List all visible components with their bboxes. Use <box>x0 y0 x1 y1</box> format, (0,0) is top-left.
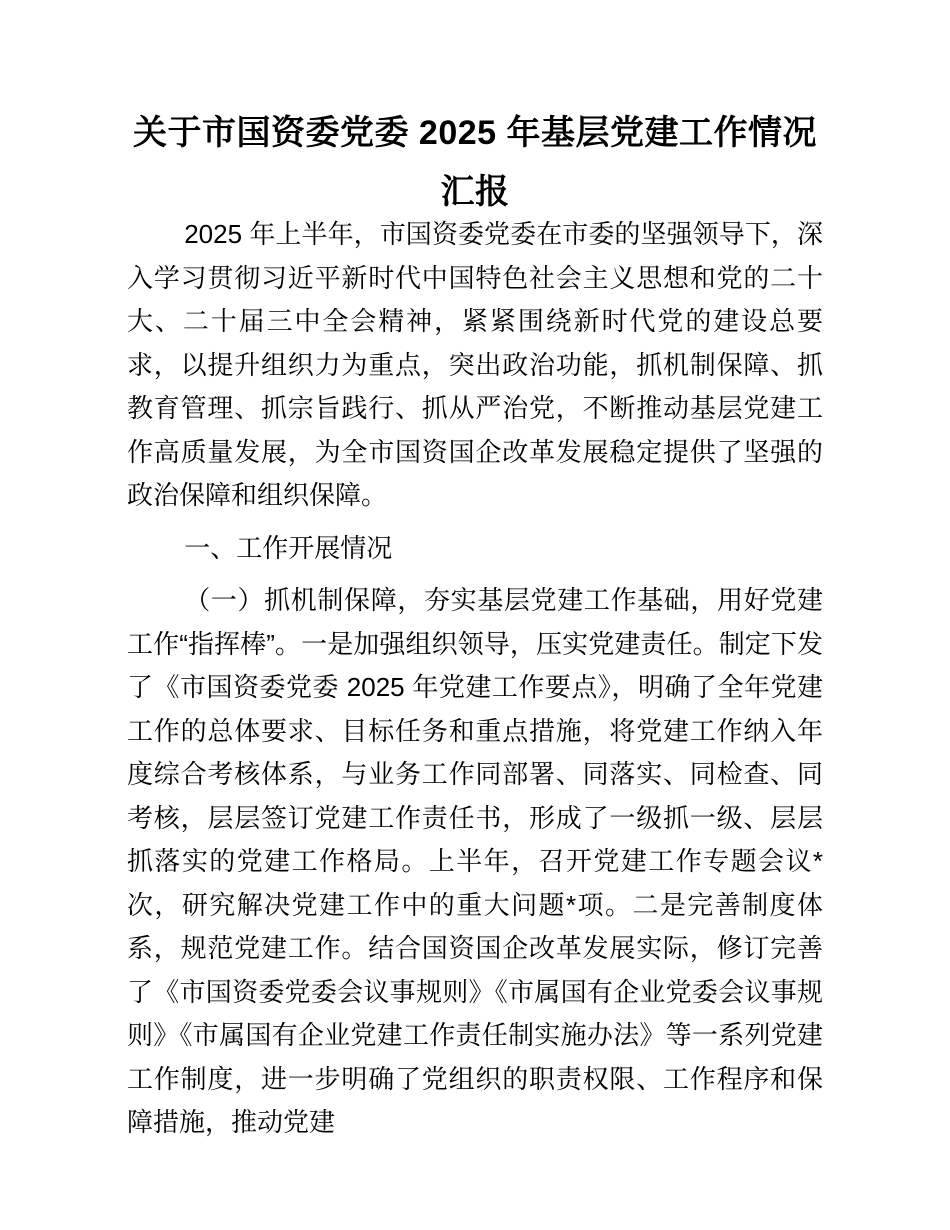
paragraph-section-1-1: （一）抓机制保障，夯实基层党建工作基础，用好党建工作“指挥棒”。一是加强组织领导，压实党建责任。制定下发了《市国资委党委 2025 年党建工作要点》，明确了全年党建工作的总体要求、目标任务和重点措施，将党建工作纳入年度综合考核体系，与业务工作同部署、同落实、同检查、同考核，层层签订党建工作责任书，形成了一级抓一级、层层抓落实的党建工作格局。上半年，召开党建工作专题会议*次，研究解决党建工作中的重大问题*项。二是完善制度体系，规范党建工作。结合国资国企改革发展实际，修订完善了《市国资委党委会议事规则》《市属国有企业党委会议事规则》《市属国有企业党建工作责任制实施办法》等一系列党建工作制度，进一步明确了党组织的职责权限、工作程序和保障措施，推动党建 <box>127 585 823 1137</box>
paragraph-intro: 2025 年上半年，市国资委党委在市委的坚强领导下，深入学习贯彻习近平新时代中国特色社会主义思想和党的二十大、二十届三中全会精神，紧紧围绕新时代党的建设总要求，以提升组织力为重点，突出政治功能，抓机制保障、抓教育管理、抓宗旨践行、抓从严治党，不断推动基层党建工作高质量发展，为全市国资国企改革发展稳定提供了坚强的政治保障和组织保障。 <box>127 219 823 510</box>
document-body <box>127 213 823 1145</box>
document-title: 关于市国资委党委 2025 年基层党建工作情况汇报 <box>132 114 818 211</box>
section-heading-1: 一、工作开展情况 <box>184 532 393 563</box>
